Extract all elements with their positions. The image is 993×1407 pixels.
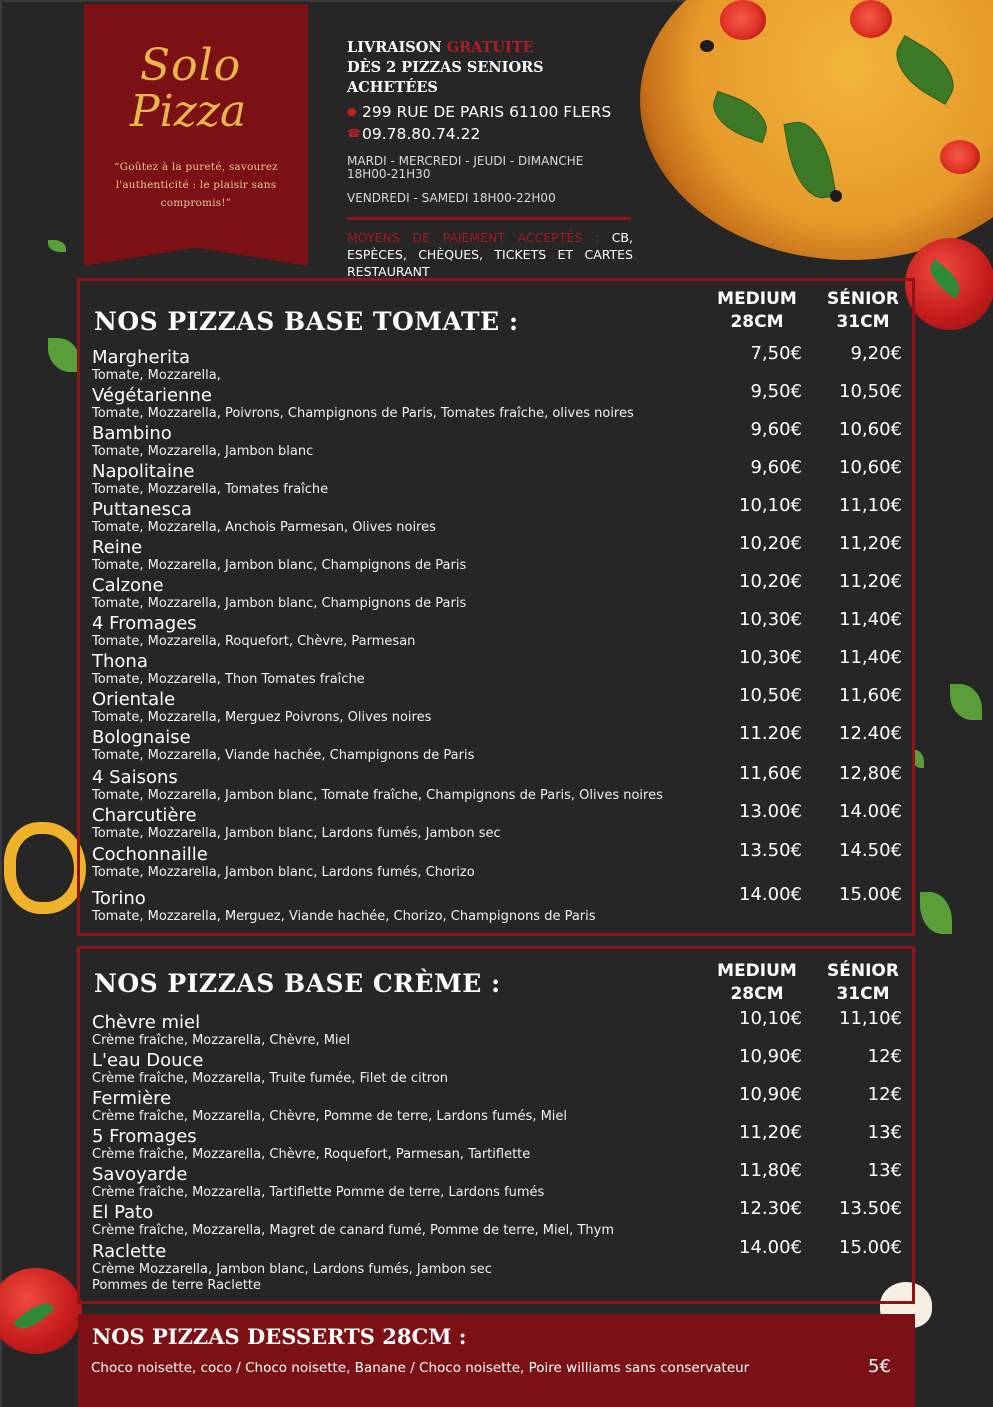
item-name: Fermière xyxy=(92,1088,172,1109)
price-medium: 11.20€ xyxy=(739,723,802,744)
price-medium: 14.00€ xyxy=(739,884,802,905)
divider xyxy=(347,217,631,220)
item-description: Crème fraîche, Mozzarella, Truite fumée, Filet de citron xyxy=(92,1071,449,1086)
item-name: Bolognaise xyxy=(92,727,191,748)
item-description: Tomate, Mozzarella, Merguez, Viande hachée, Chorizo, Champignons de Paris xyxy=(92,909,596,924)
item-name: Bambino xyxy=(92,423,172,444)
item-description: Tomate, Mozzarella, Jambon blanc, Lardons fumés, Chorizo xyxy=(92,865,475,880)
price-medium: 10,20€ xyxy=(739,533,802,554)
item-name: Savoyarde xyxy=(92,1164,188,1185)
price-medium: 10,90€ xyxy=(739,1084,802,1105)
price-medium: 10,90€ xyxy=(739,1046,802,1067)
price-senior: 11,10€ xyxy=(839,1008,902,1029)
item-name: Margherita xyxy=(92,347,191,368)
item-description: Tomate, Mozzarella, Anchois Parmesan, Olives noires xyxy=(92,520,436,535)
menu-item xyxy=(92,845,475,881)
item-name: Reine xyxy=(92,537,143,558)
menu-item xyxy=(92,576,466,612)
price-senior: 11,40€ xyxy=(839,647,902,668)
price-medium: 13.00€ xyxy=(739,801,802,822)
item-description: Tomate, Mozzarella, Merguez Poivrons, Olives noires xyxy=(92,710,432,725)
item-name: Chèvre miel xyxy=(92,1012,201,1033)
price-senior: 13.50€ xyxy=(839,1198,902,1219)
item-name: Raclette xyxy=(92,1241,167,1262)
section-title: NOS PIZZAS BASE TOMATE : xyxy=(94,307,519,336)
price-senior: 11,60€ xyxy=(839,685,902,706)
menu-item xyxy=(92,614,415,650)
price-medium: 10,10€ xyxy=(739,495,802,516)
yellow-pepper-icon xyxy=(4,822,86,914)
payment-methods: MOYENS DE PAIEMENT ACCEPTÉS : CB, ESPÈCES, CHÈQUES, TICKETS ET CARTES RESTAURANT xyxy=(347,230,633,279)
item-name: Végétarienne xyxy=(92,385,212,406)
menu-item xyxy=(92,652,365,688)
item-description: Tomate, Mozzarella, Jambon blanc xyxy=(92,444,314,459)
menu-item xyxy=(92,348,221,384)
menu-item xyxy=(92,690,431,726)
menu-item xyxy=(92,1089,567,1125)
phone: ☎ 09.78.80.74.22 xyxy=(347,125,481,143)
price-medium: 10,20€ xyxy=(739,571,802,592)
price-senior: 10,50€ xyxy=(839,381,902,402)
item-name: Orientale xyxy=(92,689,176,710)
item-name: 5 Fromages xyxy=(92,1126,197,1147)
price-senior: 15.00€ xyxy=(839,884,902,905)
menu-item xyxy=(92,1013,350,1049)
price-medium: 9,60€ xyxy=(750,419,802,440)
section-title: NOS PIZZAS BASE CRÈME : xyxy=(94,969,501,998)
price-senior: 10,60€ xyxy=(839,419,902,440)
price-senior: 13€ xyxy=(867,1122,902,1143)
menu-item xyxy=(92,1242,492,1294)
item-description: Crème fraîche, Mozzarella, Chèvre, Miel xyxy=(92,1033,351,1048)
price-medium: 11,60€ xyxy=(739,763,802,784)
menu-item xyxy=(92,889,596,925)
price-medium: 9,50€ xyxy=(750,381,802,402)
logo-solo: Solo xyxy=(140,40,242,91)
price-medium: 7,50€ xyxy=(750,343,802,364)
tagline: “Goûtez à la pureté, savourez l'authenticité : le plaisir sans compromis!” xyxy=(114,161,278,209)
item-description: Tomate, Mozzarella, Tomates fraîche xyxy=(92,482,329,497)
menu-item xyxy=(92,462,328,498)
price-medium: 9,60€ xyxy=(750,457,802,478)
item-description: Tomate, Mozzarella, Poivrons, Champignons de Paris, Tomates fraîche, olives noires xyxy=(92,406,634,421)
item-name: Cochonnaille xyxy=(92,844,208,865)
address: ● 299 RUE DE PARIS 61100 FLERS xyxy=(347,103,612,121)
item-description: Tomate, Mozzarella, Roquefort, Chèvre, Parmesan xyxy=(92,634,416,649)
menu-item xyxy=(92,1051,448,1087)
item-name: Charcutière xyxy=(92,805,197,826)
price-medium: 11,80€ xyxy=(739,1160,802,1181)
price-senior: 11,20€ xyxy=(839,571,902,592)
price-senior: 13€ xyxy=(867,1160,902,1181)
price-medium: 13.50€ xyxy=(739,840,802,861)
item-description: Tomate, Mozzarella, Jambon blanc, Lardons fumés, Jambon sec xyxy=(92,826,501,841)
item-name: El Pato xyxy=(92,1202,154,1223)
opening-hours-2: VENDREDI - SAMEDI 18H00-22H00 xyxy=(347,191,556,205)
item-description: Crème fraîche, Mozzarella, Tartiflette Pomme de terre, Lardons fumés xyxy=(92,1185,545,1200)
location-pin-icon: ● xyxy=(347,105,357,118)
item-description: Crème Mozzarella, Jambon blanc, Lardons fumés, Jambon sec xyxy=(92,1262,492,1277)
price-senior: 14.50€ xyxy=(839,840,902,861)
item-name: Calzone xyxy=(92,575,164,596)
desserts-items: Choco noisette, coco / Choco noisette, Banane / Choco noisette, Poire williams sans conservateur xyxy=(91,1360,750,1376)
item-description: Tomate, Mozzarella, xyxy=(92,368,221,383)
menu-item xyxy=(92,386,634,422)
menu-item xyxy=(92,1203,614,1239)
desserts-price: 5€ xyxy=(868,1356,891,1377)
menu-item xyxy=(92,728,474,764)
desserts-title: NOS PIZZAS DESSERTS 28CM : xyxy=(92,1324,467,1349)
price-medium: 11,20€ xyxy=(739,1122,802,1143)
price-medium: 12.30€ xyxy=(739,1198,802,1219)
price-senior: 12€ xyxy=(867,1084,902,1105)
menu-item xyxy=(92,1165,544,1201)
price-medium: 10,30€ xyxy=(739,609,802,630)
menu-item xyxy=(92,538,466,574)
item-name: L'eau Douce xyxy=(92,1050,204,1071)
item-description: Tomate, Mozzarella, Jambon blanc, Champignons de Paris xyxy=(92,596,467,611)
price-senior: 11,40€ xyxy=(839,609,902,630)
price-senior: 12€ xyxy=(867,1046,902,1067)
menu-item xyxy=(92,768,663,804)
delivery-promo: LIVRAISON GRATUITE DÈS 2 PIZZAS SENIORS ACHETÉES xyxy=(347,39,544,96)
col-senior-header: SÉNIOR 31CM xyxy=(827,961,899,1004)
price-medium: 10,50€ xyxy=(739,685,802,706)
item-description: Tomate, Mozzarella, Jambon blanc, Tomate fraîche, Champignons de Paris, Olives noires xyxy=(92,788,663,803)
price-senior: 10,60€ xyxy=(839,457,902,478)
header-info xyxy=(347,38,637,280)
menu-item xyxy=(92,500,436,536)
col-medium-header: MEDIUM 28CM xyxy=(717,961,797,1004)
item-description: Crème fraîche, Mozzarella, Chèvre, Pomme de terre, Lardons fumés, Miel xyxy=(92,1109,568,1124)
item-description: Tomate, Mozzarella, Thon Tomates fraîche xyxy=(92,672,365,687)
item-name: Torino xyxy=(92,888,146,909)
col-medium-header: MEDIUM 28CM xyxy=(717,289,797,332)
price-senior: 12,80€ xyxy=(839,763,902,784)
item-description-2: Pommes de terre Raclette xyxy=(92,1278,262,1293)
price-senior: 12.40€ xyxy=(839,723,902,744)
menu-item xyxy=(92,806,501,842)
price-medium: 10,30€ xyxy=(739,647,802,668)
price-senior: 11,10€ xyxy=(839,495,902,516)
item-name: Napolitaine xyxy=(92,461,195,482)
col-senior-header: SÉNIOR 31CM xyxy=(827,289,899,332)
price-senior: 11,20€ xyxy=(839,533,902,554)
price-senior: 15.00€ xyxy=(839,1237,902,1258)
phone-icon: ☎ xyxy=(347,127,361,140)
menu-item xyxy=(92,1127,530,1163)
item-description: Tomate, Mozzarella, Viande hachée, Champignons de Paris xyxy=(92,748,475,763)
price-medium: 14.00€ xyxy=(739,1237,802,1258)
price-medium: 10,10€ xyxy=(739,1008,802,1029)
item-name: Puttanesca xyxy=(92,499,192,520)
logo-pizza: Pizza xyxy=(130,86,247,137)
item-name: Thona xyxy=(92,651,148,672)
opening-hours-1: MARDI - MERCREDI - JEUDI - DIMANCHE 18H00-21H30 xyxy=(347,154,584,181)
item-description: Crème fraîche, Mozzarella, Chèvre, Roquefort, Parmesan, Tartiflette xyxy=(92,1147,531,1162)
price-senior: 14.00€ xyxy=(839,801,902,822)
item-name: 4 Saisons xyxy=(92,767,178,788)
item-name: 4 Fromages xyxy=(92,613,197,634)
item-description: Crème fraîche, Mozzarella, Magret de canard fumé, Pomme de terre, Miel, Thym xyxy=(92,1223,614,1238)
price-senior: 9,20€ xyxy=(850,343,902,364)
menu-item xyxy=(92,424,313,460)
item-description: Tomate, Mozzarella, Jambon blanc, Champignons de Paris xyxy=(92,558,467,573)
